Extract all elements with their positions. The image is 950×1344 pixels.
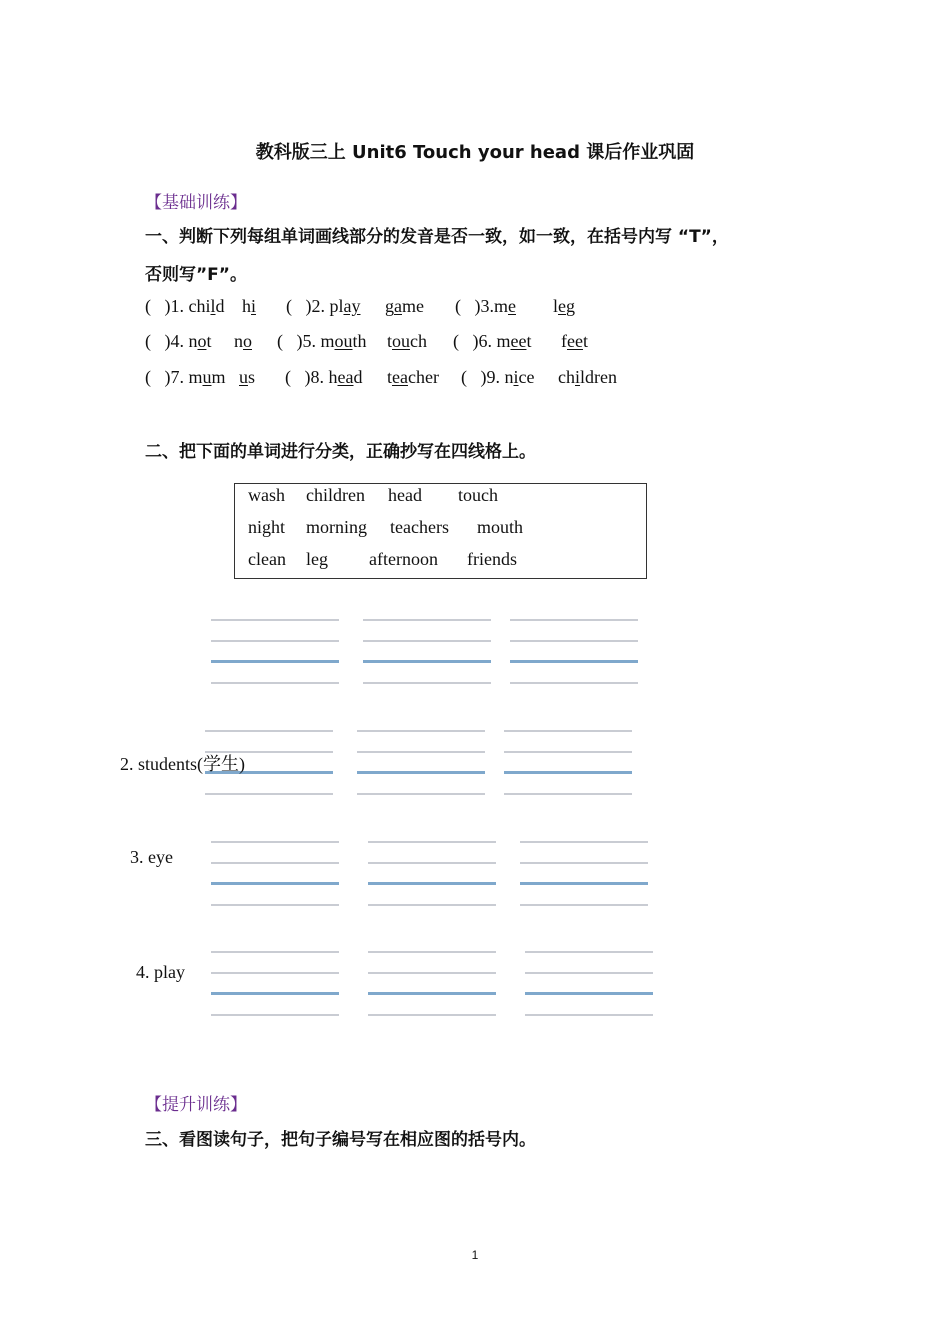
grid-line xyxy=(357,793,485,795)
grid-line xyxy=(368,992,496,995)
grid-line xyxy=(368,972,496,974)
underlined-letters: e xyxy=(558,296,567,316)
underlined-letters: ea xyxy=(337,367,354,387)
four-line-grid xyxy=(525,951,653,1017)
grid-line xyxy=(211,972,339,974)
q1-item-2-3: ( )5. mouth xyxy=(277,331,367,351)
page-number: 1 xyxy=(471,1248,479,1262)
grid-line xyxy=(368,1014,496,1016)
grid-line xyxy=(510,682,638,684)
word-leg: leg xyxy=(306,549,328,569)
grid-line xyxy=(525,992,653,995)
grid-line xyxy=(525,972,653,974)
four-line-grid xyxy=(211,951,339,1017)
question-3-text: 三、看图读句子，把句子编号写在相应图的括号内。 xyxy=(145,1130,536,1150)
grid-line xyxy=(357,751,485,753)
question-1-line-1: 一、判断下列每组单词画线部分的发音是否一致，如一致，在括号内写 “T”， xyxy=(145,227,729,247)
grid-line xyxy=(510,640,638,642)
four-line-grid xyxy=(510,619,638,685)
grid-line xyxy=(504,751,632,753)
underlined-letters: l xyxy=(210,296,216,316)
q1-item-1-6: leg xyxy=(553,296,576,316)
q1-item-2-4: touch xyxy=(387,331,428,351)
word-mouth: mouth xyxy=(477,517,524,537)
underlined-letters: ay xyxy=(343,296,361,316)
four-line-grid xyxy=(368,841,496,907)
four-line-grid xyxy=(357,730,485,796)
category-label-eye: 3. eye xyxy=(130,847,173,867)
word-afternoon: afternoon xyxy=(369,549,438,569)
grid-line xyxy=(520,841,648,843)
underlined-letters: ea xyxy=(392,367,408,387)
grid-line xyxy=(211,862,339,864)
underlined-letters: ou xyxy=(392,331,411,351)
q1-item-3-3: ( )8. head xyxy=(285,367,363,387)
grid-line xyxy=(357,771,485,774)
underlined-letters: u xyxy=(202,367,212,387)
grid-line xyxy=(504,730,632,732)
grid-line xyxy=(211,904,339,906)
q1-item-3-1: ( )7. mum xyxy=(145,367,226,387)
grid-line xyxy=(368,904,496,906)
grid-line xyxy=(363,640,491,642)
grid-line xyxy=(211,1014,339,1016)
underlined-letters: e xyxy=(508,296,516,316)
grid-line xyxy=(504,793,632,795)
grid-line xyxy=(211,841,339,843)
grid-line xyxy=(368,882,496,885)
q1-item-3-4: teacher xyxy=(387,367,439,387)
underlined-letters: i xyxy=(575,367,581,387)
question-2-text: 二、把下面的单词进行分类，正确抄写在四线格上。 xyxy=(145,442,536,462)
category-label-play: 4. play xyxy=(136,962,185,982)
four-line-grid xyxy=(211,619,339,685)
q1-item-1-5: ( )3.me xyxy=(455,296,516,316)
grid-line xyxy=(525,1014,653,1016)
q1-item-2-2: no xyxy=(234,331,252,351)
underlined-letters: ee xyxy=(510,331,527,351)
q1-item-1-1: ( )1. child xyxy=(145,296,225,316)
word-morning: morning xyxy=(306,517,367,537)
grid-line xyxy=(363,619,491,621)
grid-line xyxy=(520,904,648,906)
grid-line xyxy=(211,951,339,953)
category-label-students: 2. students(学生) xyxy=(120,754,245,774)
word-wash: wash xyxy=(248,485,285,505)
grid-line xyxy=(211,882,339,885)
grid-line xyxy=(211,992,339,995)
word-touch: touch xyxy=(458,485,498,505)
section-basic-heading: 【基础训练】 xyxy=(145,193,247,213)
word-head: head xyxy=(388,485,422,505)
underlined-letters: u xyxy=(239,367,248,387)
q1-item-2-1: ( )4. not xyxy=(145,331,212,351)
q1-item-1-4: game xyxy=(385,296,424,316)
word-night: night xyxy=(248,517,286,537)
four-line-grid xyxy=(504,730,632,796)
underlined-letters: i xyxy=(251,296,257,316)
four-line-grid xyxy=(368,951,496,1017)
q1-item-3-2: us xyxy=(239,367,256,387)
grid-line xyxy=(211,619,339,621)
grid-line xyxy=(368,841,496,843)
word-box xyxy=(234,483,647,579)
grid-line xyxy=(525,951,653,953)
grid-line xyxy=(357,730,485,732)
underlined-letters: o xyxy=(197,331,207,351)
grid-line xyxy=(211,640,339,642)
word-friends: friends xyxy=(467,549,517,569)
underlined-letters: ee xyxy=(567,331,583,351)
grid-line xyxy=(363,660,491,663)
q1-item-3-5: ( )9. nice xyxy=(461,367,535,387)
grid-line xyxy=(205,730,333,732)
word-clean: clean xyxy=(248,549,286,569)
grid-line xyxy=(368,951,496,953)
q1-item-2-5: ( )6. meet xyxy=(453,331,532,351)
grid-line xyxy=(205,793,333,795)
grid-line xyxy=(520,862,648,864)
question-1-line-2: 否则写”F”。 xyxy=(145,265,247,285)
four-line-grid xyxy=(520,841,648,907)
underlined-letters: a xyxy=(394,296,402,316)
grid-line xyxy=(520,882,648,885)
grid-line xyxy=(510,619,638,621)
grid-line xyxy=(510,660,638,663)
page-title: 教科版三上 Unit6 Touch your head 课后作业巩固 xyxy=(255,142,695,163)
word-children: children xyxy=(306,485,365,505)
four-line-grid xyxy=(363,619,491,685)
word-teachers: teachers xyxy=(390,517,449,537)
grid-line xyxy=(504,771,632,774)
section-advanced-heading: 【提升训练】 xyxy=(145,1095,247,1115)
q1-item-1-2: hi xyxy=(242,296,257,316)
underlined-letters: o xyxy=(243,331,252,351)
four-line-grid xyxy=(211,841,339,907)
grid-line xyxy=(211,682,339,684)
q1-item-2-6: feet xyxy=(561,331,588,351)
underlined-letters: i xyxy=(513,367,519,387)
grid-line xyxy=(211,660,339,663)
grid-line xyxy=(368,862,496,864)
grid-line xyxy=(363,682,491,684)
q1-item-3-6: children xyxy=(558,367,617,387)
q1-item-1-3: ( )2. play xyxy=(286,296,361,316)
underlined-letters: ou xyxy=(334,331,353,351)
